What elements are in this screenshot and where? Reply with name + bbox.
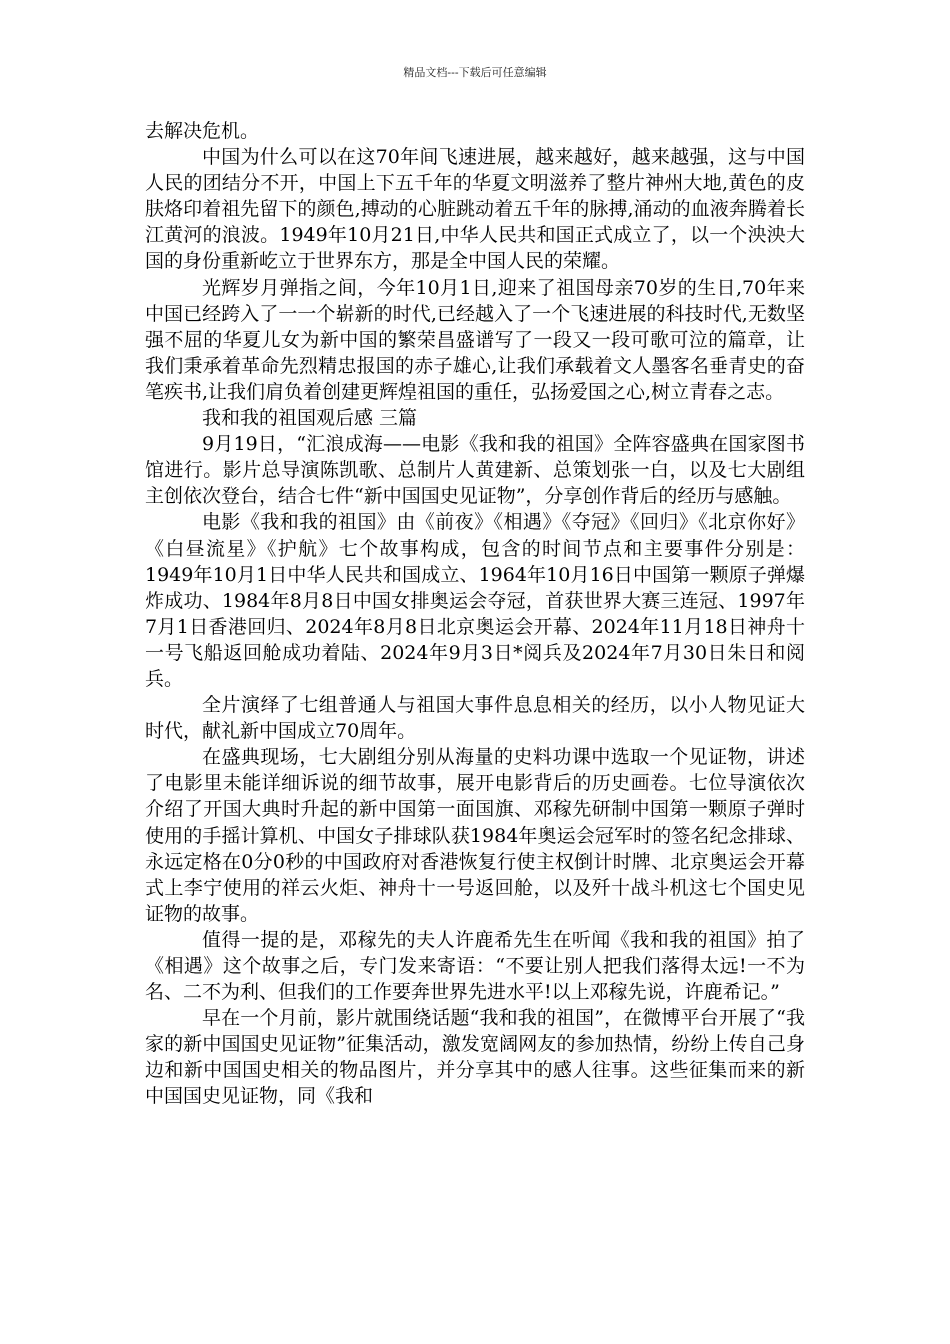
paragraph-deng-jiaxian: 值得一提的是，邓稼先的夫人许鹿希先生在听闻《我和我的祖国》拍了《相遇》这个故事之后，专门发来寄语：“不要让别人把我们落得太远!一不为名、二不为利、但我们的工作要奔世界先进水平!以上邓稼先说，许鹿希记。”: [145, 928, 805, 1004]
document-body: [145, 118, 805, 1110]
paragraph-summary: 全片演绎了七组普通人与祖国大事件息息相关的经历，以小人物见证大时代，献礼新中国成立70周年。: [145, 694, 805, 743]
section-title: 我和我的祖国观后感 三篇: [202, 407, 418, 430]
paragraph-weibo-campaign: 早在一个月前，影片就围绕话题“我和我的祖国”，在微博平台开展了“我家的新中国国史见证物”征集活动，激发宽阔网友的参加热情，纷纷上传自己身边和新中国国史相关的物品图片，并分享其中的感人往事。这些征集而来的新中国国史见证物，同《我和: [145, 1007, 805, 1108]
page-header: 精品文档---下载后可任意编辑: [403, 66, 547, 79]
paragraph-70-years: 中国为什么可以在这70年间飞速进展，越来越好，越来越强，这与中国人民的团结分不开，中国上下五千年的华夏文明滋养了整片神州大地,黄色的皮肤烙印着祖先留下的颜色,搏动的心脏跳动着五千年的脉搏,涌动的血液奔腾着长江黄河的浪波。1949年10月21日,中华人民共和国正式成立了，以一个泱泱大国的身份重新屹立于世界东方，那是全中国人民的荣耀。: [145, 146, 805, 273]
paragraph-stories: 电影《我和我的祖国》由《前夜》《相遇》《夺冠》《回归》《北京你好》《白昼流星》《护航》七个故事构成，包含的时间节点和主要事件分别是：1949年10月1日中华人民共和国成立、1964年10月16日中国第一颗原子弹爆炸成功、1984年8月8日中国女排奥运会夺冠，首获世界大赛三连冠、1997年7月1日香港回归、2024年8月8日北京奥运会开幕、2024年11月18日神舟十一号飞船返回舱成功着陆、2024年9月3日*阅兵及2024年7月30日朱日和阅兵。: [145, 511, 805, 690]
paragraph-ceremony: 9月19日，“汇浪成海——电影《我和我的祖国》全阵容盛典在国家图书馆进行。影片总导演陈凯歌、总制片人黄建新、总策划张一白，以及七大剧组主创依次登台，结合七件“新中国国史见证物”，分享创作背后的经历与感触。: [145, 433, 805, 508]
paragraph-witness-objects: 在盛典现场，七大剧组分别从海量的史料功课中选取一个见证物，讲述了电影里未能详细诉说的细节故事，展开电影背后的历史画卷。七位导演依次介绍了开国大典时升起的新中国第一面国旗、邓稼先研制中国第一颗原子弹时使用的手摇计算机、中国女子排球队获1984年奥运会冠军时的签名纪念排球、永远定格在0分0秒的中国政府对香港恢复行使主权倒计时牌、北京奥运会开幕式上李宁使用的祥云火炬、神舟十一号返回舱，以及歼十战斗机这七个国史见证物的故事。: [145, 746, 805, 925]
paragraph-glorious-years: 光辉岁月弹指之间，今年10月1日,迎来了祖国母亲70岁的生日,70年来中国已经跨入了一一个崭新的时代,已经越入了一个飞速进展的科技时代,无数坚强不屈的华夏儿女为新中国的繁荣昌盛谱写了一段又一段可歌可泣的篇章，让我们秉承着革命先烈精忠报国的赤子雄心,让我们承载着文人墨客名垂青史的奋笔疾书,让我们肩负着创建更辉煌祖国的重任，弘扬爱国之心,树立青春之志。: [145, 276, 805, 403]
paragraph-continuation: 去解决危机。: [145, 120, 260, 142]
